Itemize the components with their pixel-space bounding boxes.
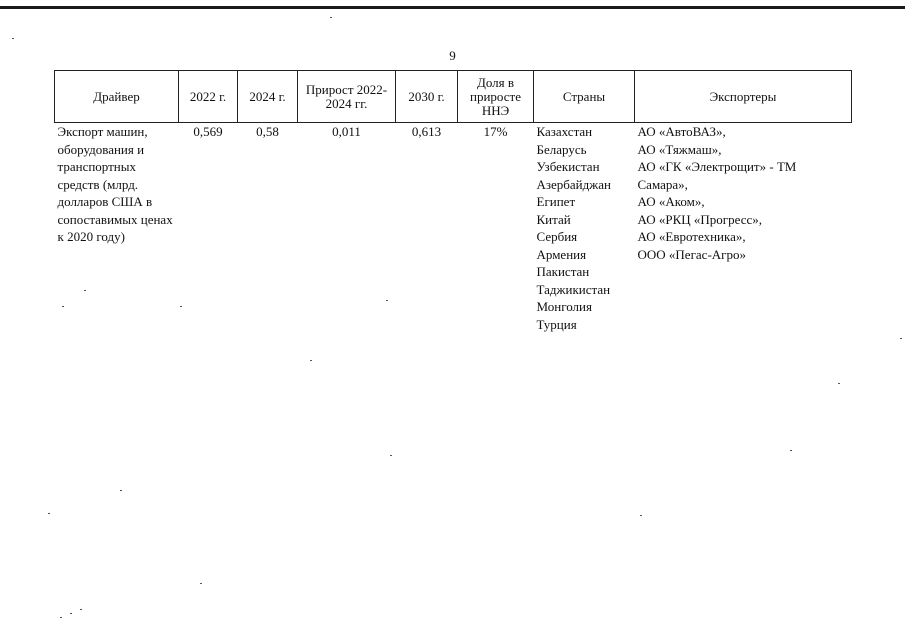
country-item: Узбекистан [536, 159, 600, 174]
table-row [55, 123, 852, 334]
scan-speck [330, 17, 332, 18]
scan-speck [310, 360, 312, 361]
exporter-item: АО «РКЦ «Прогресс», [637, 211, 763, 227]
country-item: Пакистан [536, 264, 590, 279]
scan-speck [60, 617, 62, 618]
scan-speck [70, 613, 72, 614]
country-item: Беларусь [536, 141, 587, 157]
country-item: Казахстан [536, 124, 593, 139]
header-share: Доля в приросте ННЭ [458, 71, 534, 123]
scan-speck [12, 38, 14, 39]
scan-speck [900, 338, 902, 339]
exporter-item: АО «ГК «Электрощит» - ТМ Самара», [637, 159, 797, 192]
cell-exporters [635, 123, 852, 334]
table-header-row [55, 71, 852, 123]
header-driver: Драйвер [55, 71, 179, 123]
country-item: Турция [536, 316, 577, 332]
header-2030: 2030 г. [396, 71, 458, 123]
country-item: Китай [536, 211, 571, 227]
page-top-border [0, 6, 905, 9]
scan-speck [390, 455, 392, 456]
cell-share: 17% [483, 124, 508, 139]
cell-2030: 0,613 [411, 124, 442, 139]
scan-speck [640, 515, 642, 516]
header-growth: Прирост 2022-2024 гг. [298, 71, 396, 123]
country-item: Сербия [536, 229, 578, 244]
cell-driver: Экспорт машин, оборудования и транспортных средств (млрд. долларов США в сопоставимых ценах к 2020 году) [57, 124, 173, 244]
scan-speck [120, 490, 122, 491]
scan-speck [180, 306, 182, 307]
header-2024: 2024 г. [238, 71, 298, 123]
exporter-item: АО «Тяжмаш», [637, 141, 722, 157]
scan-speck [200, 583, 202, 584]
scan-speck [48, 513, 50, 514]
scan-speck [838, 383, 840, 384]
scan-speck [84, 290, 86, 291]
country-item: Азербайджан [536, 176, 611, 192]
country-item: Монголия [536, 299, 592, 314]
scan-speck [790, 450, 792, 451]
cell-growth: 0,011 [332, 124, 361, 139]
scan-speck [62, 306, 64, 307]
cell-2024: 0,58 [256, 124, 279, 139]
country-item: Армения [536, 246, 587, 262]
country-item: Таджикистан [536, 281, 611, 297]
cell-2022: 0,569 [193, 124, 223, 139]
header-countries: Страны [534, 71, 635, 123]
cell-countries [534, 123, 635, 334]
page-number: 9 [449, 48, 456, 63]
exporter-item: АО «Евротехника», [637, 229, 746, 244]
exporter-item: АО «АвтоВАЗ», [637, 124, 726, 139]
scan-speck [386, 300, 388, 301]
exporter-item: ООО «Пегас-Агро» [637, 246, 746, 262]
scan-speck [80, 609, 82, 610]
exporter-item: АО «Аком», [637, 194, 705, 209]
header-exporters: Экспортеры [635, 71, 852, 123]
country-item: Египет [536, 194, 576, 209]
header-2022: 2022 г. [179, 71, 238, 123]
drivers-table [54, 70, 852, 333]
